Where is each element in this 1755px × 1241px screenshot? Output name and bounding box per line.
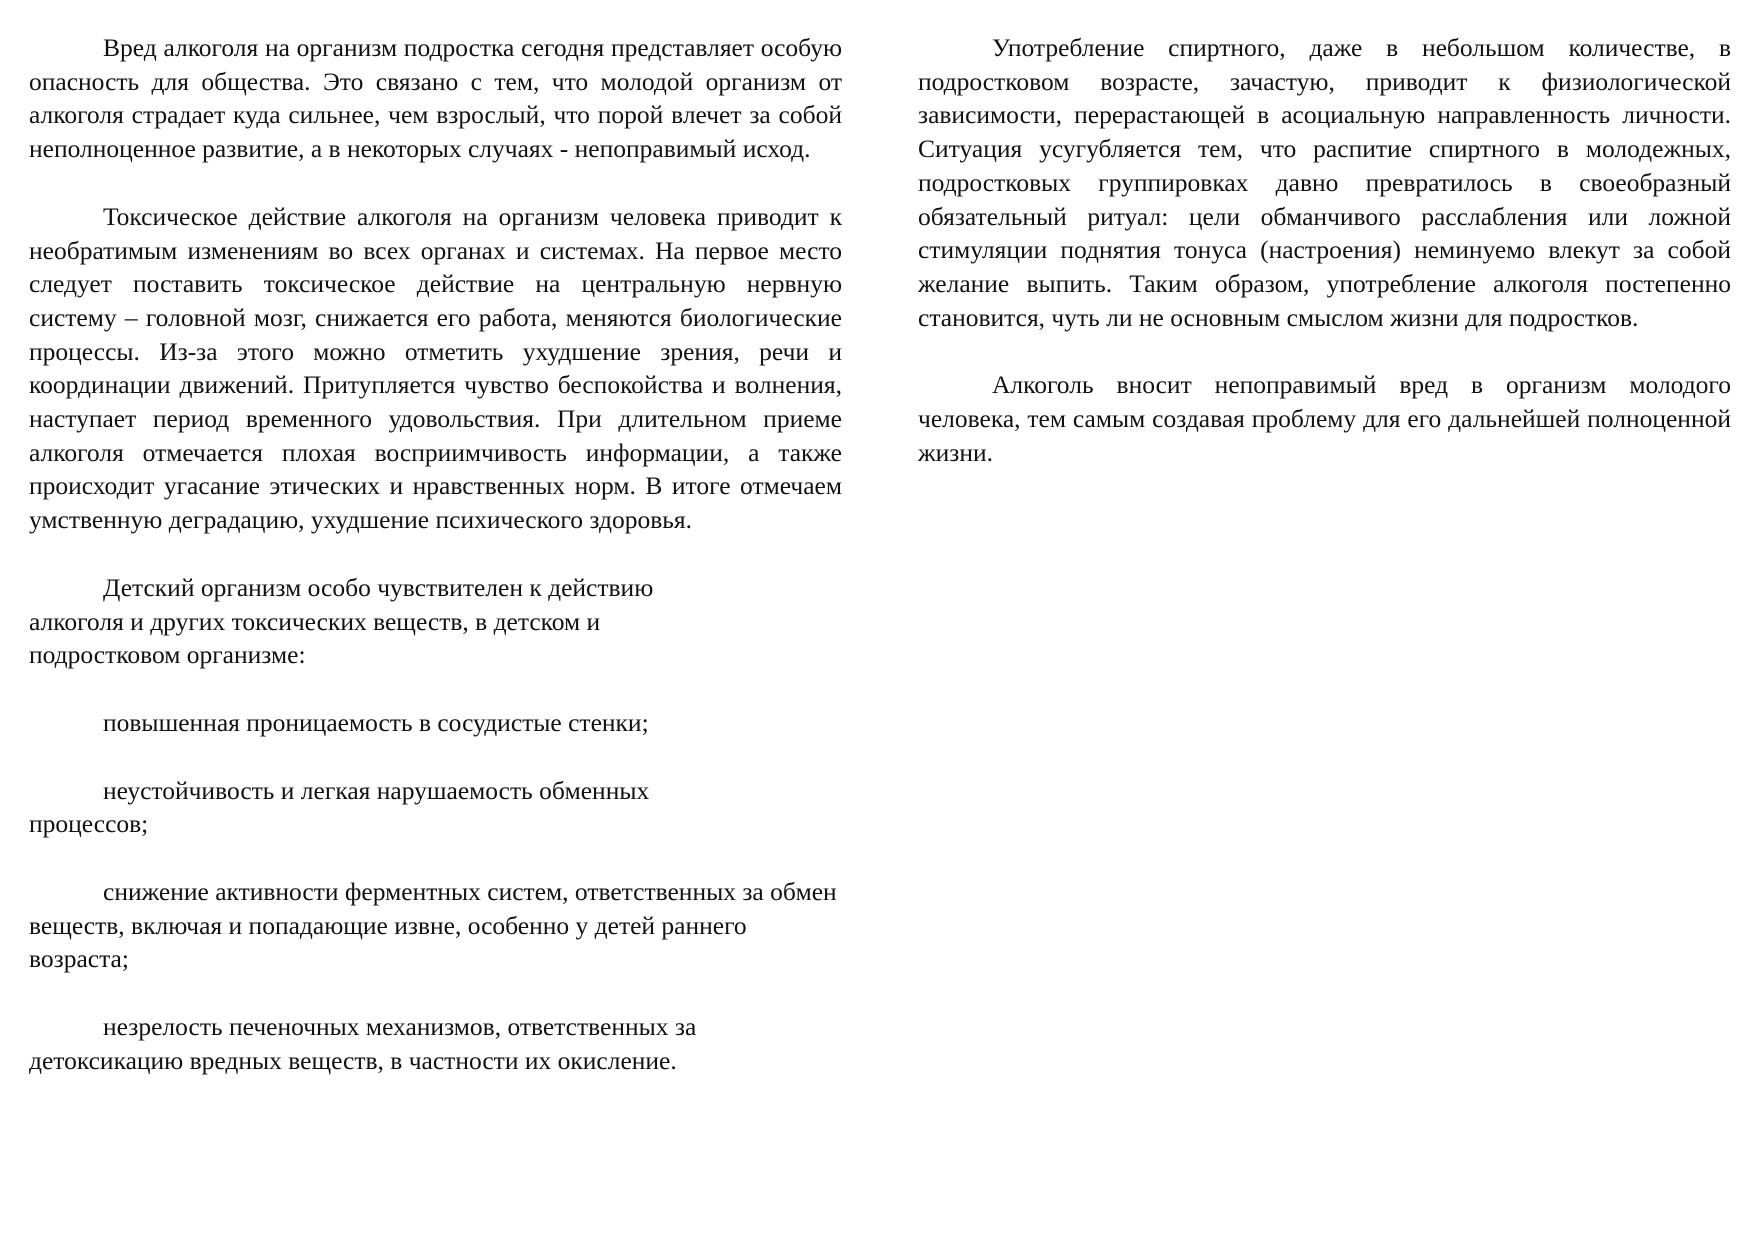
list-item: незрелость печеночных механизмов, ответственных за детоксикацию вредных веществ, в частности их окисление. bbox=[29, 1012, 697, 1075]
list-item: снижение активности ферментных систем, ответственных за обмен веществ, включая и попадающие извне, особенно у детей раннего возраста; bbox=[29, 877, 837, 974]
paragraph-child-organism: Детский организм особо чувствителен к действию алкоголя и других токсических веществ, в детском и подростковом организме: bbox=[29, 572, 654, 670]
paragraph-consumption: Употребление спиртного, даже в небольшом количестве, в подростковом возрасте, зачастую, приводит к физиологической зависимости, перерастающей в асоциальную направленность личности. Ситуация усугубляется тем, что распитие спиртного в молодежных, подростковых группировках давно превратилось в своеобразный обязательный ритуал: цели обманчивого расслабления или ложной стимуляции поднятия тонуса (настроения) неминуемо влекут за собой желание выпить. Таким образом, употребление алкоголя постепенно становится, чуть ли не основным смыслом жизни для подростков. bbox=[918, 33, 1731, 332]
list-item: неустойчивость и легкая нарушаемость обменных процессов; bbox=[29, 775, 650, 839]
paragraph-conclusion: Алкоголь вносит непоправимый вред в организм молодого человека, тем самым создавая проблему для его дальнейшей полноценной жизни. bbox=[918, 370, 1731, 467]
paragraph-intro: Вред алкоголя на организм подростка сегодня представляет особую опасность для общества. Это связано с тем, что молодой организм от алкоголя страдает куда сильнее, чем взрослый, что порой влечет за собой неполноценное развитие, а в некоторых случаях - непоправимый исход. bbox=[29, 33, 842, 164]
right-column bbox=[918, 31, 1731, 503]
list-item: повышенная проницаемость в сосудистые стенки; bbox=[103, 707, 649, 737]
paragraph-toxic-effect: Токсическое действие алкоголя на организм человека приводит к необратимым изменениям во всех органах и системах. На первое место следует поставить токсическое действие на центральную нервную систему – головной мозг, снижается его работа, меняются биологические процессы. Из-за этого можно отметить ухудшение зрения, речи и координации движений. Притупляется чувство беспокойства и волнения, наступает период временного удовольствия. При длительном приеме алкоголя отмечается плохая восприимчивость информации, а также происходит угасание этических и нравственных норм. В итоге отмечаем умственную деградацию, ухудшение психического здоровья. bbox=[29, 201, 842, 535]
left-column bbox=[29, 31, 842, 1112]
document-page bbox=[0, 31, 1755, 1211]
